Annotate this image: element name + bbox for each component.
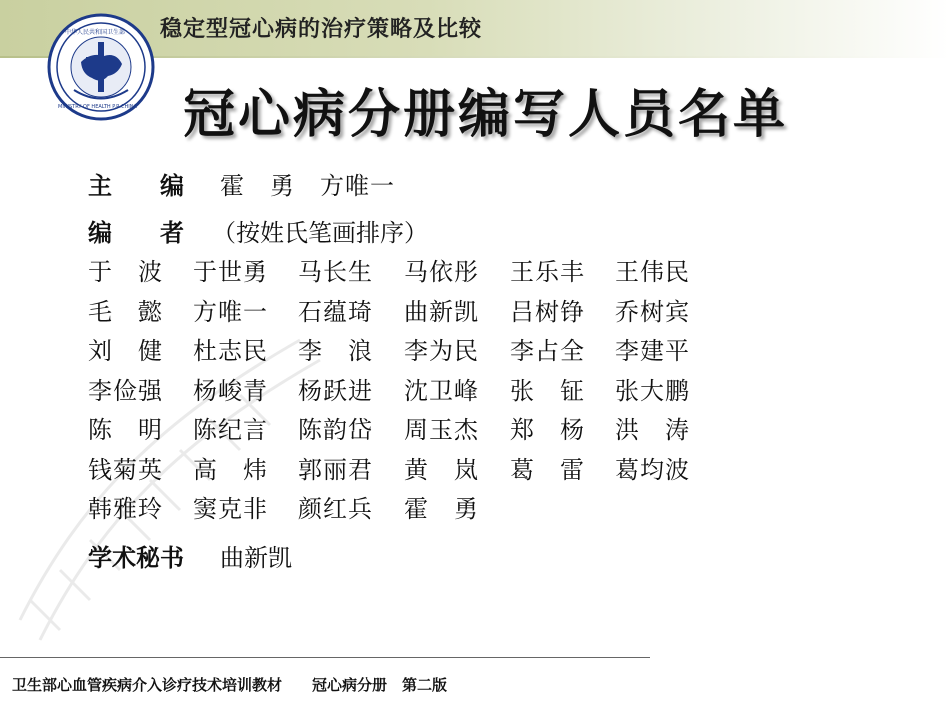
emblem-bottom-text: MINISTRY OF HEALTH P.R.CHINA (58, 104, 137, 110)
footer-text: 卫生部心血管疾病介入诊疗技术培训教材 冠心病分册 第二版 (12, 676, 448, 694)
editor-name: 张大鹏 (615, 376, 690, 405)
secretary-name: 曲新凯 (220, 544, 292, 572)
editor-name: 韩雅玲 (88, 495, 163, 523)
editor-name: 李占全 (510, 337, 585, 365)
chief-editor-label: 主 编 (88, 172, 184, 200)
editor-name: 石蕴琦 (298, 297, 373, 326)
editor-name: 陈 明 (88, 416, 163, 444)
editor-name: 钱菊英 (88, 455, 163, 484)
chief-editor-names: 霍 勇 方唯一 (220, 172, 395, 200)
editor-name: 陈纪言 (193, 416, 268, 444)
secretary-label: 学术秘书 (88, 544, 184, 572)
editor-name: 方唯一 (193, 297, 268, 326)
editor-name: 曲新凯 (404, 297, 479, 326)
editor-name: 李俭强 (88, 376, 163, 405)
editor-name: 葛 雷 (510, 455, 585, 484)
editor-name: 李为民 (404, 337, 479, 365)
editor-name: 吕树铮 (510, 297, 585, 326)
page-title: 冠心病分册编写人员名单 (183, 85, 789, 145)
editors-note: （按姓氏笔画排序） (212, 219, 428, 247)
editor-name: 颜红兵 (298, 495, 373, 523)
editor-name: 杨峻青 (193, 376, 268, 405)
editor-name: 张 钲 (510, 376, 585, 405)
editor-name: 霍 勇 (404, 495, 479, 523)
footer-divider (0, 657, 650, 658)
editor-name: 葛均波 (615, 455, 690, 484)
editor-name: 洪 涛 (615, 416, 690, 444)
editor-name: 于 波 (88, 258, 163, 286)
emblem-top-text: 中华人民共和国卫生部 (65, 29, 126, 36)
editor-name: 马依彤 (404, 258, 479, 286)
editor-name: 窦克非 (193, 495, 268, 523)
editor-name: 王乐丰 (510, 258, 585, 286)
editors-label: 编 者 (88, 219, 184, 247)
editor-name: 陈韵岱 (298, 416, 373, 444)
editor-name: 郑 杨 (510, 416, 585, 444)
editor-name: 乔树宾 (615, 297, 690, 326)
editor-name: 杨跃进 (298, 376, 373, 405)
editor-name: 周玉杰 (404, 416, 479, 444)
editor-name: 毛 懿 (88, 297, 163, 326)
editor-name: 沈卫峰 (404, 376, 479, 405)
editor-name: 马长生 (298, 258, 373, 286)
editor-name: 刘 健 (88, 337, 163, 365)
editor-name: 郭丽君 (298, 455, 373, 484)
editor-name: 于世勇 (193, 258, 268, 286)
header-title: 稳定型冠心病的治疗策略及比较 (160, 17, 483, 42)
editor-name: 李 浪 (298, 337, 373, 365)
editor-name: 杜志民 (193, 337, 268, 365)
editor-name: 李建平 (615, 337, 690, 365)
editor-name: 高 炜 (193, 455, 268, 484)
editor-name: 黄 岚 (404, 455, 479, 484)
editor-name: 王伟民 (615, 258, 690, 286)
